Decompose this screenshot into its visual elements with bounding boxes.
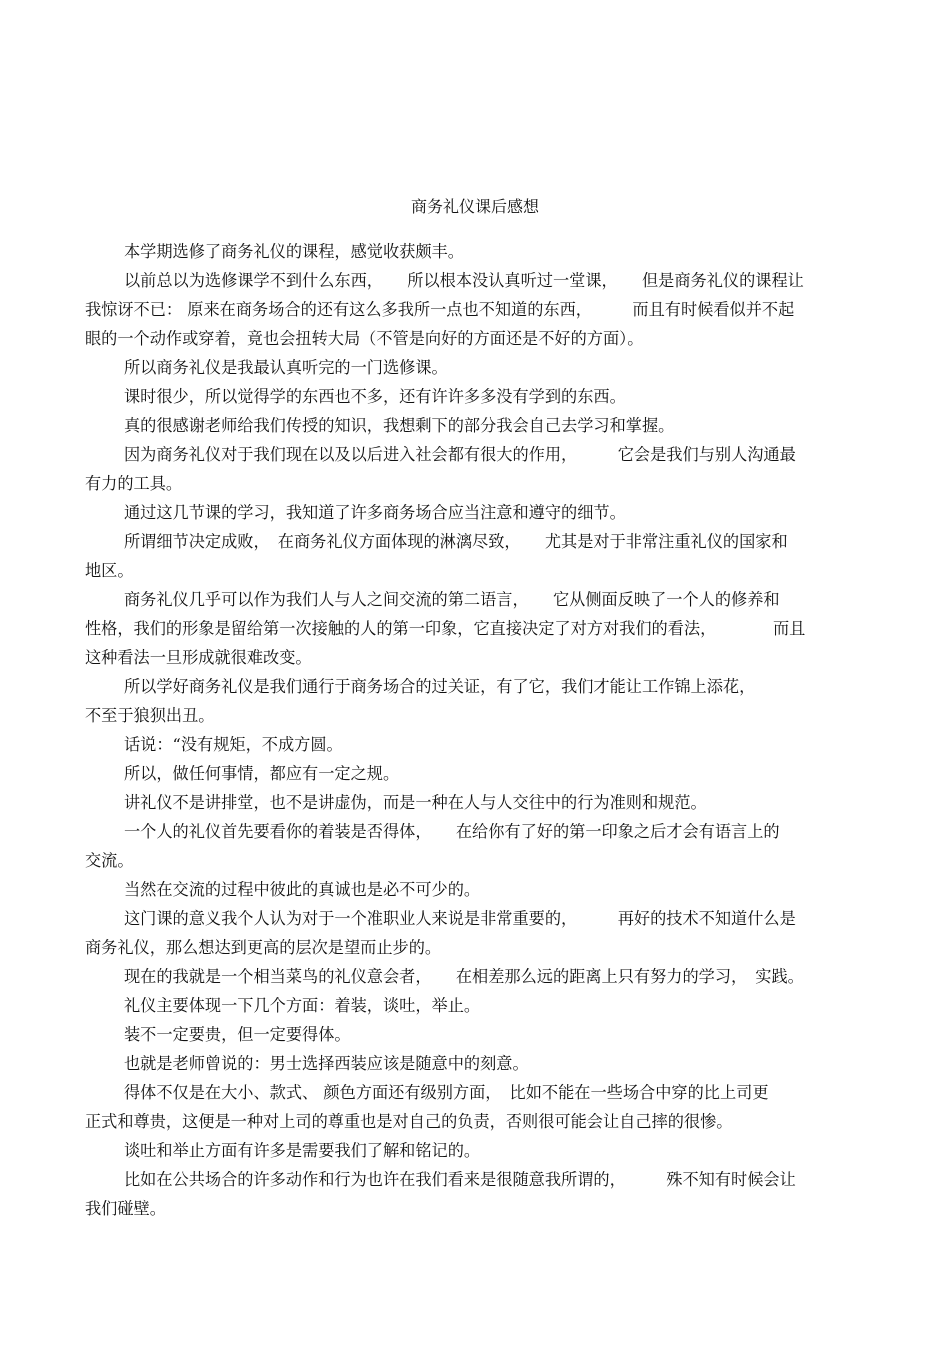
paragraph-line: 所谓细节决定成败， 在商务礼仪方面体现的淋漓尽致， 尤其是对于非常注重礼仪的国家和 [124,532,788,551]
paragraph [85,817,875,875]
paragraph [85,266,875,353]
paragraph [85,730,875,759]
paragraph-line: 讲礼仪不是讲排堂，也不是讲虚伪，而是一种在人与人交往中的行为准则和规范。 [124,793,707,812]
paragraph [85,788,875,817]
paragraph-line: 商务礼仪几乎可以作为我们人与人之间交流的第二语言， 它从侧面反映了一个人的修养和 [124,590,780,609]
paragraph [85,237,875,266]
paragraph-line: 所以，做任何事情，都应有一定之规。 [124,764,400,783]
document-title: 商务礼仪课后感想 [410,197,539,216]
paragraph-line: 地区。 [85,561,134,580]
paragraph [85,991,875,1020]
paragraph-line: 交流。 [85,851,134,870]
paragraph-line: 装不一定要贵，但一定要得体。 [124,1025,351,1044]
paragraph [85,382,875,411]
paragraph-line: 现在的我就是一个相当菜鸟的礼仪意会者， 在相差那么远的距离上只有努力的学习， 实践。 [124,967,804,986]
paragraph-line: 话说：“没有规矩，不成方圆。 [124,735,343,754]
paragraph [85,962,875,991]
paragraph [85,411,875,440]
paragraph-line: 比如在公共场合的许多动作和行为也许在我们看来是很随意我所谓的， 殊不知有时候会让 [124,1170,796,1189]
paragraph [85,759,875,788]
paragraph-line: 所以商务礼仪是我最认真听完的一门选修课。 [124,358,448,377]
paragraph-line: 通过这几节课的学习，我知道了许多商务场合应当注意和遵守的细节。 [124,503,626,522]
paragraph-line: 一个人的礼仪首先要看你的着装是否得体， 在给你有了好的第一印象之后才会有语言上的 [124,822,780,841]
paragraph [85,527,875,585]
paragraph [85,1165,875,1223]
paragraph-line: 我惊讶不已： 原来在商务场合的还有这么多我所一点也不知道的东西， 而且有时候看似并不起 [85,300,795,319]
paragraph-line: 也就是老师曾说的：男士选择西装应该是随意中的刻意。 [124,1054,529,1073]
paragraph-line: 所以学好商务礼仪是我们通行于商务场合的过关证，有了它，我们才能让工作锦上添花， [124,677,756,696]
paragraph [85,1049,875,1078]
paragraph-line: 本学期选修了商务礼仪的课程，感觉收获颇丰。 [124,242,464,261]
paragraph [85,353,875,382]
paragraph-line: 得体不仅是在大小、款式、 颜色方面还有级别方面， 比如不能在一些场合中穿的比上司更 [124,1083,769,1102]
paragraph-line: 礼仪主要体现一下几个方面：着装，谈吐，举止。 [124,996,481,1015]
paragraph-line: 这门课的意义我个人认为对于一个准职业人来说是非常重要的， 再好的技术不知道什么是 [124,909,796,928]
paragraph-line: 真的很感谢老师给我们传授的知识，我想剩下的部分我会自己去学习和掌握。 [124,416,675,435]
paragraph [85,672,875,730]
paragraph-line: 性格，我们的形象是留给第一次接触的人的第一印象，它直接决定了对方对我们的看法， 而且 [85,619,806,638]
paragraph-line: 当然在交流的过程中彼此的真诚也是必不可少的。 [124,880,481,899]
paragraph-line: 我们碰壁。 [85,1199,166,1218]
paragraph-line: 正式和尊贵，这便是一种对上司的尊重也是对自己的负责，否则很可能会让自己摔的很惨。 [85,1112,733,1131]
paragraph [85,498,875,527]
paragraph-line: 有力的工具。 [85,474,183,493]
paragraph [85,1078,875,1136]
paragraph [85,585,875,672]
paragraph-line: 谈吐和举止方面有许多是需要我们了解和铭记的。 [124,1141,481,1160]
paragraph-line: 因为商务礼仪对于我们现在以及以后进入社会都有很大的作用， 它会是我们与别人沟通最 [124,445,796,464]
paragraph [85,440,875,498]
paragraph [85,875,875,904]
paragraph-line: 课时很少，所以觉得学的东西也不多，还有许许多多没有学到的东西。 [124,387,626,406]
paragraph-line: 以前总以为选修课学不到什么东西， 所以根本没认真听过一堂课， 但是商务礼仪的课程让 [124,271,804,290]
paragraph-line: 眼的一个动作或穿着，竟也会扭转大局（不管是向好的方面还是不好的方面）。 [85,329,644,348]
paragraph-line: 不至于狼狈出丑。 [85,706,215,725]
paragraph [85,1020,875,1049]
document-body [85,237,875,1223]
paragraph-line: 这种看法一旦形成就很难改变。 [85,648,312,667]
paragraph [85,1136,875,1165]
paragraph-line: 商务礼仪，那么想达到更高的层次是望而止步的。 [85,938,442,957]
paragraph [85,904,875,962]
